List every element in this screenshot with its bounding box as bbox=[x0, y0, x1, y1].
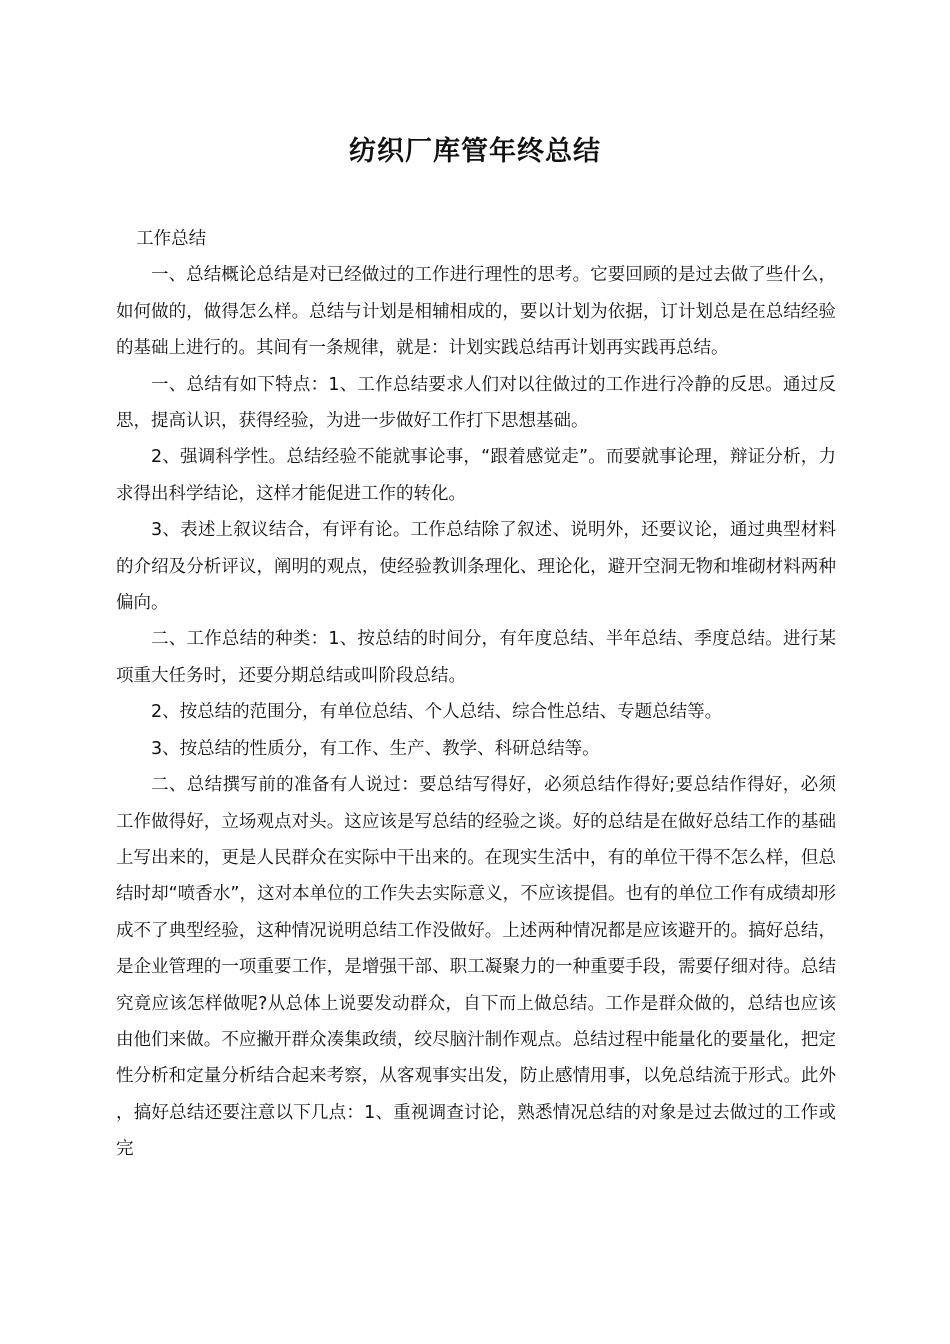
paragraph-scientific: 2、强调科学性。总结经验不能就事论事，“跟着感觉走”。而要就事论理，辩证分析，力求得出科学结论，这样才能促进工作的转化。 bbox=[116, 447, 836, 504]
paragraph-nature: 3、按总结的性质分，有工作、生产、教学、科研总结等。 bbox=[151, 738, 600, 759]
document-body bbox=[116, 221, 836, 1168]
paragraph-overview: 一、总结概论总结是对已经做过的工作进行理性的思考。它要回顾的是过去做了些什么，如何做的，做得怎么样。总结与计划是相辅相成的，要以计划为依据，订计划总是在总结经验的基础上进行的。其间有一条规律，就是：计划实践总结再计划再实践再总结。 bbox=[116, 265, 836, 359]
section-label: 工作总结 bbox=[136, 229, 207, 249]
paragraph-features: 一、总结有如下特点：1、工作总结要求人们对以往做过的工作进行冷静的反思。通过反思，提高认识，获得经验，为进一步做好工作打下思想基础。 bbox=[116, 374, 836, 432]
paragraph-expression: 3、表述上叙议结合，有评有论。工作总结除了叙述、说明外，还要议论，通过典型材料的介绍及分析评议，阐明的观点，使经验教训条理化、理论化，避开空洞无物和堆砌材料两种偏向。 bbox=[116, 520, 836, 614]
paragraph-preparation: 二、总结撰写前的准备有人说过：要总结写得好，必须总结作得好;要总结作得好，必须工作做得好，立场观点对头。这应该是写总结的经验之谈。好的总结是在做好总结工作的基础上写出来的，更是人民群众在实际中干出来的。在现实生活中，有的单位干得不怎么样，但总结时却“喷香水”，这对本单位的工作失去实际意义，不应该提倡。也有的单位工作有成绩却形成不了典型经验，这种情况说明总结工作没做好。上述两种情况都是应该避开的。搞好总结，是企业管理的一项重要工作，是增强干部、职工凝聚力的一种重要手段，需要仔细对待。总结究竟应该怎样做呢?从总体上说要发动群众，自下而上做总结。工作是群众做的，总结也应该由他们来做。不应撇开群众凑集政绩，绞尽脑汁制作观点。总结过程中能量化的要量化，把定性分析和定量分析结合起来考察，从客观事实出发，防止感情用事，以免总结流于形式。此外，搞好总结还要注意以下几点：1、重视调查讨论，熟悉情况总结的对象是过去做过的工作或完 bbox=[116, 775, 836, 1160]
paragraph-types: 二、工作总结的种类：1、按总结的时间分，有年度总结、半年总结、季度总结。进行某项重大任务时，还要分期总结或叫阶段总结。 bbox=[116, 629, 836, 686]
document-title: 纺织厂库管年终总结 bbox=[349, 136, 601, 167]
paragraph-scope: 2、按总结的范围分，有单位总结、个人总结、综合性总结、专题总结等。 bbox=[151, 702, 723, 723]
